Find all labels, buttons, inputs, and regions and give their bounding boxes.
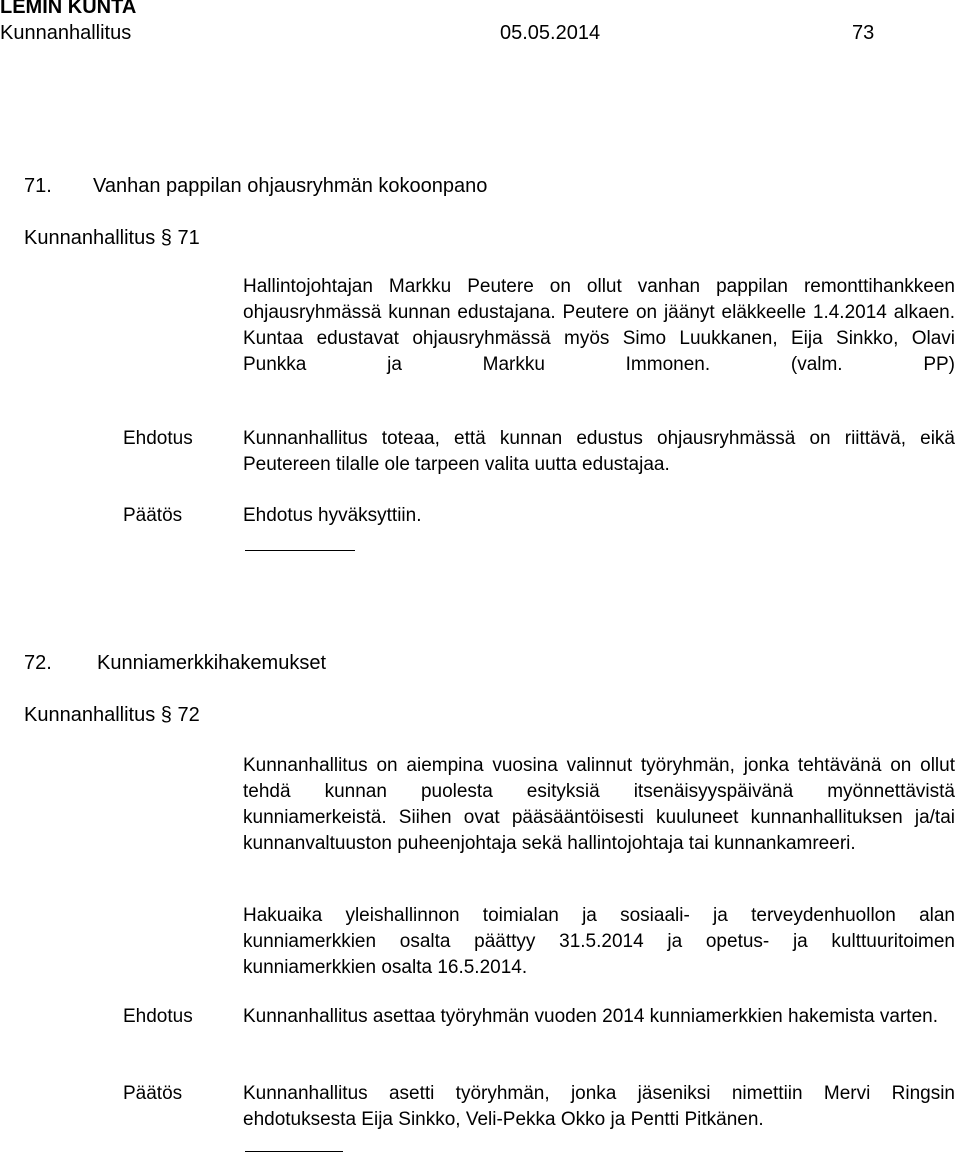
decision-label: Päätös [123,505,183,526]
section-reference: Kunnanhallitus § 72 [24,704,200,726]
proposal-text: Kunnanhallitus toteaa, että kunnan edustus ohjausryhmässä on riittävä, eikä Peutereen tilalle ole tarpeen valita uutta edustajaa. [243,428,955,475]
decision-text: Ehdotus hyväksyttiin. [243,505,422,526]
decision-label: Päätös [123,1083,183,1104]
section-reference: Kunnanhallitus § 71 [24,227,200,249]
section-description: Hallintojohtajan Markku Peutere on ollut vanhan pappilan remonttihankkeen ohjausryhmässä kunnan edustajana. Peutere on jäänyt eläkkeelle 1.4.2014 alkaen. Kuntaa edustavat ohjausryhmässä myös Simo Luukkanen, Eija Sinkko, Olavi Punkka ja Markku Immonen. (valm. PP) [243,276,955,375]
header-body-name: Kunnanhallitus [0,22,132,44]
section-end-rule [245,550,355,551]
proposal-text: Kunnanhallitus asettaa työryhmän vuoden 2014 kunniamerkkien hakemista varten. [243,1006,938,1027]
decision-text: Kunnanhallitus asetti työryhmän, jonka jäseniksi nimettiin Mervi Ringsin ehdotuksesta Eija Sinkko, Veli-Pekka Okko ja Pentti Pitkänen. [243,1083,955,1130]
header-date: 05.05.2014 [500,22,601,44]
section-title: Vanhan pappilan ohjausryhmän kokoonpano [93,175,488,197]
proposal-label: Ehdotus [123,428,193,449]
page-number: 73 [852,22,875,44]
proposal-label: Ehdotus [123,1006,193,1027]
section-title: Kunniamerkkihakemukset [97,652,326,674]
section-end-rule [245,1151,343,1152]
section-description: Hakuaika yleishallinnon toimialan ja sosiaali- ja terveydenhuollon alan kunniamerkkien osalta päättyy 31.5.2014 ja opetus- ja kulttuuritoimen kunniamerkkien osalta 16.5.2014. [243,905,955,978]
section-number: 72. [24,652,52,674]
section-description: Kunnanhallitus on aiempina vuosina valinnut työryhmän, jonka tehtävänä on ollut tehdä kunnan puolesta esityksiä itsenäisyyspäivänä myönnettävistä kunniamerkeistä. Siihen ovat pääsääntöisesti kuuluneet kunnanhallituksen ja/tai kunnanvaltuuston puheenjohtaja sekä hallintojohtaja tai kunnankamreeri. [243,755,955,854]
section-number: 71. [24,175,52,197]
organization-name: LEMIN KUNTA [0,0,137,18]
